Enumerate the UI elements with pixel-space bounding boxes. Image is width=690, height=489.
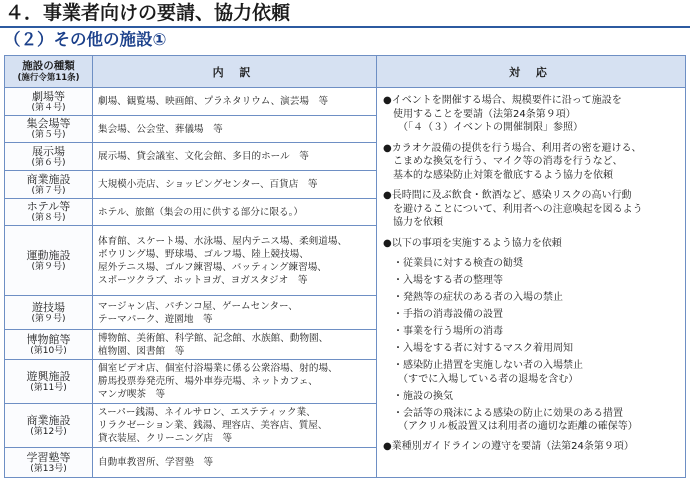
facility-type-article: (第９号) [31,313,66,324]
facility-type-cell [5,360,93,404]
facility-type-cell [5,116,93,143]
measure-subitem: ・感染防止措置を実施しない者の入場禁止 （すでに入場している者の退場を含む） [393,360,583,385]
facility-detail-cell: 博物館、美術館、科学館、記念館、水族館、動物園、 植物園、図書館 等 [93,330,377,360]
facility-detail-cell: 自動車教習所、学習塾 等 [93,448,377,478]
facility-type-name: 運動施設 [26,248,71,262]
facility-type-name: 学習塾等 [26,450,71,464]
facility-type-article: (第６号) [31,157,66,168]
header-facility-type-label: 施設の種類 [22,59,75,72]
facility-detail-cell: 大規模小売店、ショッピングセンター、百貨店 等 [93,171,377,199]
facility-type-cell [5,226,93,296]
facility-detail-cell: ホテル、旅館（集会の用に供する部分に限る。） [93,199,377,226]
measures-cell [377,88,686,478]
table-row [5,88,686,116]
header-measures: 対 応 [377,56,686,88]
measure-subitem: ・入場をする者の整理等 [393,275,503,286]
facility-type-cell [5,330,93,360]
facility-table [4,55,686,478]
facility-type-name: 集会場等 [26,117,71,130]
facility-type-name: 劇場等 [32,89,65,103]
facility-type-name: 展示場 [32,144,65,158]
facility-detail-cell: 展示場、貸会議室、文化会館、多目的ホール 等 [93,143,377,171]
facility-type-cell [5,143,93,171]
facility-type-article: (第12号) [30,426,67,437]
facility-type-cell [5,296,93,330]
facility-detail-cell: 個室ビデオ店、個室付浴場業に係る公衆浴場、射的場、 勝馬投票券発売所、場外車券売場、ネットカフェ、 マンガ喫茶 等 [93,360,377,404]
facility-type-cell [5,88,93,116]
facility-type-name: ホテル等 [26,200,71,213]
facility-detail-cell: 劇場、観覧場、映画館、プラネタリウム、演芸場 等 [93,88,377,116]
facility-detail-cell: マージャン店、パチンコ屋、ゲームセンター、 テーマパーク、遊園地 等 [93,296,377,330]
title-divider [0,26,690,28]
table-header-row [5,56,686,88]
facility-type-article: (第９号) [31,261,66,272]
measure-item-guideline: ●業種別ガイドラインの遵守を要請（法第24条第９項） [383,440,634,452]
measure-subitem: ・事業を行う場所の消毒 [393,326,503,337]
facility-type-article: (第13号) [30,463,67,474]
facility-type-article: (第７号) [31,185,66,196]
facility-detail-cell: 集会場、公会堂、葬儀場 等 [93,116,377,143]
measure-item: ●以下の事項を実施するよう協力を依頼 [383,237,562,249]
measure-subitem: ・発熱等の症状のある者の入場の禁止 [393,292,563,303]
facility-type-name: 商業施設 [26,172,71,186]
facility-type-article: (第４号) [31,102,66,113]
facility-type-name: 遊興施設 [26,369,71,383]
facility-detail-cell: 体育館、スケート場、水泳場、屋内テニス場、柔剣道場、 ボウリング場、野球場、ゴルフ場、陸上競技場、 屋外テニス場、ゴルフ練習場、バッティング練習場、 スポーツクラブ、ホットヨガ、ヨガスタジオ 等 [93,226,377,296]
measure-item: ●カラオケ設備の提供を行う場合、利用者の密を避ける、 こまめな換気を行う、マイク等の消毒を行うなど、 基本的な感染防止対策を徹底するよう協力を依頼 [383,142,642,181]
measure-gap [383,182,681,189]
measure-item: ●長時間に及ぶ飲食・飲酒など、感染リスクの高い行動 を避けることについて、利用者への注意喚起を図るよう 協力を依頼 [383,190,643,228]
measure-subitem: ・会話等の飛沫による感染の防止に効果のある措置 （アクリル板設置又は利用者の適切な距離の確保等） [393,407,638,432]
measure-subitem: ・従業員に対する検査の勧奨 [393,258,523,269]
measure-gap [383,135,681,142]
header-detail: 内 訳 [93,56,377,88]
page-title: ４．事業者向けの要請、協力依頼 [5,2,291,24]
measure-subitem: ・施設の換気 [393,390,453,402]
measure-subitem: ・入場をする者に対するマスク着用周知 [393,343,573,354]
facility-type-cell [5,199,93,226]
header-facility-type-sub: (施行令第11条) [17,72,80,83]
facility-type-cell [5,404,93,448]
facility-type-article: (第５号) [31,130,66,140]
facility-type-cell [5,171,93,199]
measure-subitem: ・手指の消毒設備の設置 [393,309,503,320]
table-body [5,88,686,478]
facility-type-name: 商業施設 [26,413,71,427]
facility-type-article: (第８号) [31,213,66,223]
measure-item: ●イベントを開催する場合、規模要件に沿って施設を 使用することを要請（法第24条第９項） （「４（３）イベントの開催制限」参照） [383,95,622,133]
header-facility-type [5,56,93,88]
facility-type-cell [5,448,93,478]
facility-type-article: (第11号) [30,382,67,393]
facility-type-name: 博物館等 [26,332,71,346]
facility-type-name: 遊技場 [32,300,65,314]
measure-gap [383,230,681,237]
facility-detail-cell: スーパー銭湯、ネイルサロン、エステティック業、 リラクゼーション業、銭湯、理容店、美容店、質屋、 貸衣装屋、クリーニング店 等 [93,404,377,448]
section-subtitle: （２）その他の施設① [4,30,167,49]
facility-type-article: (第10号) [30,345,67,356]
measure-gap [383,250,681,257]
